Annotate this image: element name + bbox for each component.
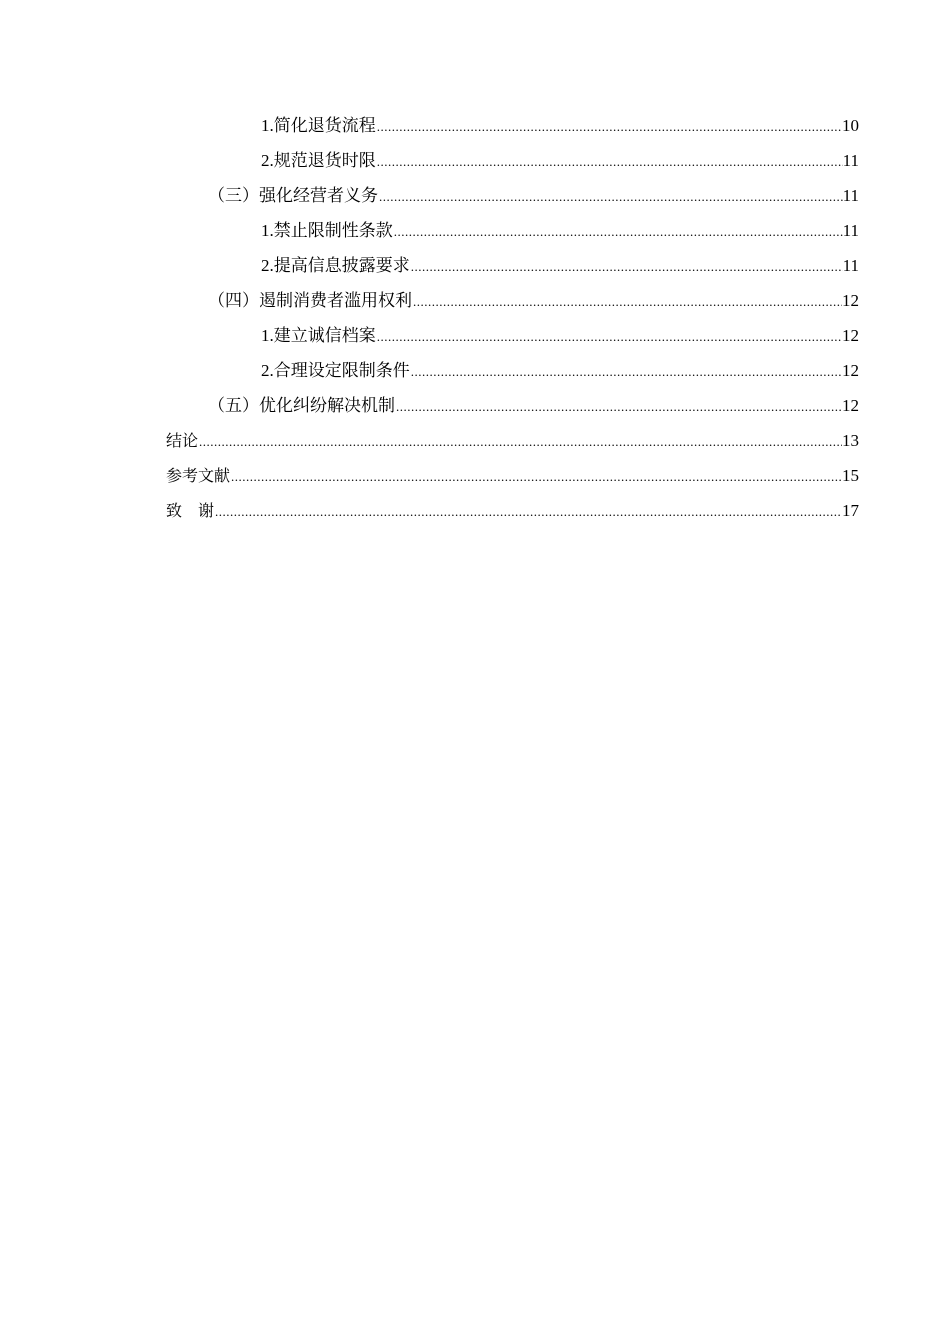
toc-entry[interactable] [261, 108, 859, 143]
toc-entry-page: 12 [842, 326, 859, 345]
toc-entry[interactable] [261, 248, 859, 283]
toc-entry-page: 17 [842, 501, 859, 520]
toc-entry-title: （三）强化经营者义务 [208, 186, 378, 205]
toc-entry-title: 1.简化退货流程 [261, 116, 376, 135]
toc-dot-leader [396, 389, 842, 424]
toc-dot-leader [377, 109, 842, 144]
toc-entry-title: 致 谢 [166, 501, 215, 520]
toc-entry-page: 12 [842, 291, 859, 310]
toc-entry[interactable] [261, 353, 859, 388]
toc-dot-leader [377, 144, 843, 179]
toc-entry-page: 11 [842, 221, 859, 240]
toc-entry-page: 11 [842, 186, 859, 205]
toc-entry-title: 2.提高信息披露要求 [261, 256, 410, 275]
toc-dot-leader [377, 319, 842, 354]
toc-dot-leader [411, 354, 842, 389]
toc-dot-leader [411, 249, 843, 284]
toc-entry-page: 11 [842, 151, 859, 170]
toc-entry[interactable] [261, 318, 859, 353]
toc-entry-page: 12 [842, 396, 859, 415]
toc-entry-title: 结论 [166, 431, 199, 450]
toc-dot-leader [231, 459, 842, 494]
toc-dot-leader [413, 284, 842, 319]
toc-entry[interactable] [261, 213, 859, 248]
toc-entry[interactable] [166, 423, 859, 458]
toc-entry-title: 参考文献 [166, 466, 231, 485]
toc-entry-title: 1.建立诚信档案 [261, 326, 376, 345]
toc-entry-page: 12 [842, 361, 859, 380]
toc-entry[interactable] [166, 458, 859, 493]
toc-entry-title: （四）遏制消费者滥用权利 [208, 291, 412, 310]
toc-entry-title: （五）优化纠纷解决机制 [208, 396, 395, 415]
toc-entry-page: 10 [842, 116, 859, 135]
toc-entry-title: 2.规范退货时限 [261, 151, 376, 170]
toc-dot-leader [215, 494, 842, 529]
toc-entry-page: 11 [842, 256, 859, 275]
toc-dot-leader [199, 424, 842, 459]
toc-dot-leader [379, 179, 843, 214]
toc-entry[interactable] [166, 493, 859, 528]
toc-entry[interactable] [208, 388, 859, 423]
toc-entry[interactable] [208, 283, 859, 318]
toc-entry[interactable] [208, 178, 859, 213]
toc-entry-title: 2.合理设定限制条件 [261, 361, 410, 380]
toc-entry-page: 15 [842, 466, 859, 485]
toc-entry[interactable] [261, 143, 859, 178]
toc-entry-title: 1.禁止限制性条款 [261, 221, 393, 240]
toc-dot-leader [394, 214, 843, 249]
toc-entry-page: 13 [842, 431, 859, 450]
